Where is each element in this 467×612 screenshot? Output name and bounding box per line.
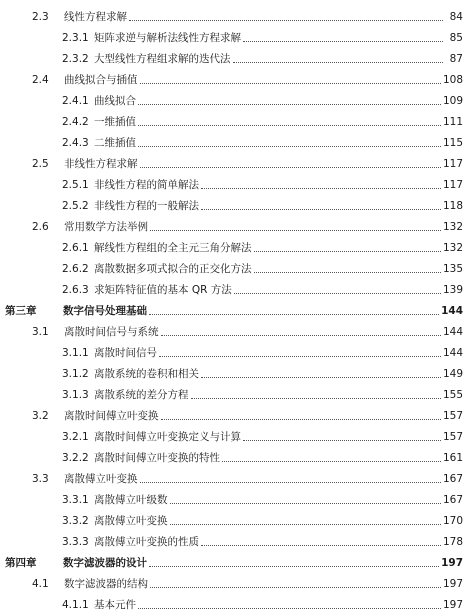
toc-entry-page-number: 132 [442, 242, 463, 254]
dot-leader [150, 587, 441, 588]
toc-entry-number: 2.5 [32, 158, 49, 170]
toc-section-row [0, 66, 467, 87]
toc-chapter-row [0, 297, 467, 318]
toc-entry-title: 数字滤波器的设计 [63, 557, 147, 569]
toc-entry-page-number: 109 [442, 95, 463, 107]
toc-entry-number: 3.3.2 [62, 515, 89, 527]
toc-entry-title: 数字信号处理基础 [63, 305, 147, 317]
toc-section-row [0, 318, 467, 339]
toc-entry-number: 3.3 [32, 473, 49, 485]
toc-subsection-row [0, 24, 467, 45]
toc-entry-number: 第四章 [5, 557, 37, 569]
toc-entry-page-number: 149 [442, 368, 463, 380]
dot-leader [170, 503, 441, 504]
toc-subsection-row [0, 276, 467, 297]
toc-entry-number: 2.6.1 [62, 242, 89, 254]
dot-leader [233, 62, 444, 63]
toc-entry-title: 解线性方程组的全主元三角分解法 [94, 242, 252, 254]
dot-leader [254, 272, 441, 273]
toc-entry-page-number: 197 [442, 578, 463, 590]
toc-entry-title: 离散时间傅立叶变换定义与计算 [94, 431, 241, 443]
toc-entry-number: 3.2 [32, 410, 49, 422]
toc-entry-number: 4.1.1 [62, 599, 89, 611]
dot-leader [234, 293, 441, 294]
toc-section-row [0, 570, 467, 591]
toc-entry-page-number: 144 [442, 347, 463, 359]
toc-entry-number: 2.4.3 [62, 137, 89, 149]
toc-subsection-row [0, 507, 467, 528]
toc-entry-number: 3.1.3 [62, 389, 89, 401]
toc-entry-title: 离散傅立叶变换 [94, 515, 168, 527]
toc-entry-title: 基本元件 [94, 599, 136, 611]
dot-leader [138, 146, 441, 147]
dot-leader [201, 545, 441, 546]
toc-entry-title: 离散时间信号 [94, 347, 157, 359]
toc-section-row [0, 465, 467, 486]
dot-leader [161, 335, 441, 336]
toc-entry-page-number: 167 [442, 473, 463, 485]
toc-entry-title: 离散数据多项式拟合的正交化方法 [94, 263, 252, 275]
toc-entry-number: 4.1 [32, 578, 49, 590]
dot-leader [161, 419, 441, 420]
dot-leader [140, 482, 441, 483]
toc-entry-title: 离散时间傅立叶变换 [64, 410, 159, 422]
toc-subsection-row [0, 171, 467, 192]
dot-leader [150, 230, 441, 231]
toc-section-row [0, 3, 467, 24]
toc-entry-page-number: 170 [442, 515, 463, 527]
toc-entry-number: 第三章 [5, 305, 37, 317]
dot-leader [201, 188, 441, 189]
toc-entry-page-number: 167 [442, 494, 463, 506]
toc-section-row [0, 150, 467, 171]
toc-entry-title: 离散傅立叶变换的性质 [94, 536, 199, 548]
toc-section-row [0, 402, 467, 423]
toc-entry-title: 常用数学方法举例 [64, 221, 148, 233]
toc-entry-number: 2.3 [32, 11, 49, 23]
toc-subsection-row [0, 528, 467, 549]
toc-subsection-row [0, 255, 467, 276]
toc-subsection-row [0, 108, 467, 129]
toc-entry-title: 线性方程求解 [64, 11, 127, 23]
toc-entry-page-number: 108 [442, 74, 463, 86]
toc-chapter-row [0, 549, 467, 570]
toc-entry-title: 离散系统的差分方程 [94, 389, 189, 401]
toc-entry-page-number: 118 [442, 200, 463, 212]
toc-subsection-row [0, 87, 467, 108]
dot-leader [254, 251, 441, 252]
toc-entry-page-number: 157 [442, 431, 463, 443]
toc-entry-title: 曲线拟合 [94, 95, 136, 107]
toc-entry-number: 3.1 [32, 326, 49, 338]
toc-entry-page-number: 85 [449, 32, 463, 44]
toc-subsection-row [0, 129, 467, 150]
toc-entry-number: 2.6.2 [62, 263, 89, 275]
dot-leader [243, 41, 443, 42]
toc-entry-number: 3.1.2 [62, 368, 89, 380]
toc-entry-page-number: 117 [442, 158, 463, 170]
toc-entry-number: 2.4.2 [62, 116, 89, 128]
toc-entry-title: 大型线性方程组求解的迭代法 [94, 53, 231, 65]
toc-entry-number: 3.2.1 [62, 431, 89, 443]
toc-entry-title: 数字滤波器的结构 [64, 578, 148, 590]
toc-entry-page-number: 144 [442, 326, 463, 338]
dot-leader [243, 440, 441, 441]
toc-entry-number: 2.6.3 [62, 284, 89, 296]
toc-entry-number: 2.3.2 [62, 53, 89, 65]
dot-leader [138, 104, 441, 105]
toc-subsection-row [0, 591, 467, 612]
toc-entry-title: 一维插值 [94, 116, 136, 128]
toc-entry-title: 非线性方程的简单解法 [94, 179, 199, 191]
toc-entry-title: 离散系统的卷积和相关 [94, 368, 199, 380]
toc-subsection-row [0, 444, 467, 465]
toc-entry-number: 3.1.1 [62, 347, 89, 359]
toc-entry-page-number: 197 [441, 557, 463, 569]
toc-subsection-row [0, 381, 467, 402]
dot-leader [170, 524, 441, 525]
toc-entry-page-number: 87 [449, 53, 463, 65]
toc-section-row [0, 213, 467, 234]
dot-leader [201, 209, 441, 210]
toc-subsection-row [0, 45, 467, 66]
toc-entry-page-number: 197 [442, 599, 463, 611]
dot-leader [138, 608, 441, 609]
toc-entry-page-number: 139 [442, 284, 463, 296]
toc-entry-number: 2.5.2 [62, 200, 89, 212]
dot-leader [140, 167, 441, 168]
toc-subsection-row [0, 339, 467, 360]
toc-entry-number: 2.5.1 [62, 179, 89, 191]
toc-entry-page-number: 178 [442, 536, 463, 548]
toc-entry-number: 3.2.2 [62, 452, 89, 464]
toc-subsection-row [0, 360, 467, 381]
toc-entry-page-number: 84 [449, 11, 463, 23]
dot-leader [159, 356, 441, 357]
toc-entry-title: 离散傅立叶变换 [64, 473, 138, 485]
toc-entry-number: 3.3.3 [62, 536, 89, 548]
toc-subsection-row [0, 423, 467, 444]
toc-entry-number: 3.3.1 [62, 494, 89, 506]
dot-leader [140, 83, 441, 84]
dot-leader [138, 125, 441, 126]
toc-subsection-row [0, 486, 467, 507]
dot-leader [222, 461, 441, 462]
toc-entry-title: 离散傅立叶级数 [94, 494, 168, 506]
dot-leader [191, 398, 441, 399]
toc-entry-title: 离散时间傅立叶变换的特性 [94, 452, 220, 464]
toc-entry-number: 2.3.1 [62, 32, 89, 44]
toc-entry-number: 2.4 [32, 74, 49, 86]
toc-entry-title: 非线性方程求解 [64, 158, 138, 170]
toc-entry-title: 求矩阵特征值的基本 QR 方法 [94, 284, 232, 296]
dot-leader [149, 314, 439, 315]
toc-entry-page-number: 161 [442, 452, 463, 464]
dot-leader [129, 20, 443, 21]
toc-entry-page-number: 117 [442, 179, 463, 191]
toc-entry-number: 2.6 [32, 221, 49, 233]
toc-entry-page-number: 135 [442, 263, 463, 275]
toc-subsection-row [0, 234, 467, 255]
toc-entry-page-number: 111 [442, 116, 463, 128]
toc-entry-number: 2.4.1 [62, 95, 89, 107]
dot-leader [201, 377, 441, 378]
toc-entry-title: 离散时间信号与系统 [64, 326, 159, 338]
toc-entry-title: 矩阵求逆与解析法线性方程求解 [94, 32, 241, 44]
toc-entry-page-number: 157 [442, 410, 463, 422]
toc-entry-page-number: 115 [442, 137, 463, 149]
toc-entry-title: 二维插值 [94, 137, 136, 149]
toc-entry-title: 曲线拟合与插值 [64, 74, 138, 86]
toc-subsection-row [0, 192, 467, 213]
toc-entry-page-number: 144 [441, 305, 463, 317]
toc-entry-page-number: 132 [442, 221, 463, 233]
toc-entry-title: 非线性方程的一般解法 [94, 200, 199, 212]
toc-entry-page-number: 155 [442, 389, 463, 401]
dot-leader [149, 566, 439, 567]
